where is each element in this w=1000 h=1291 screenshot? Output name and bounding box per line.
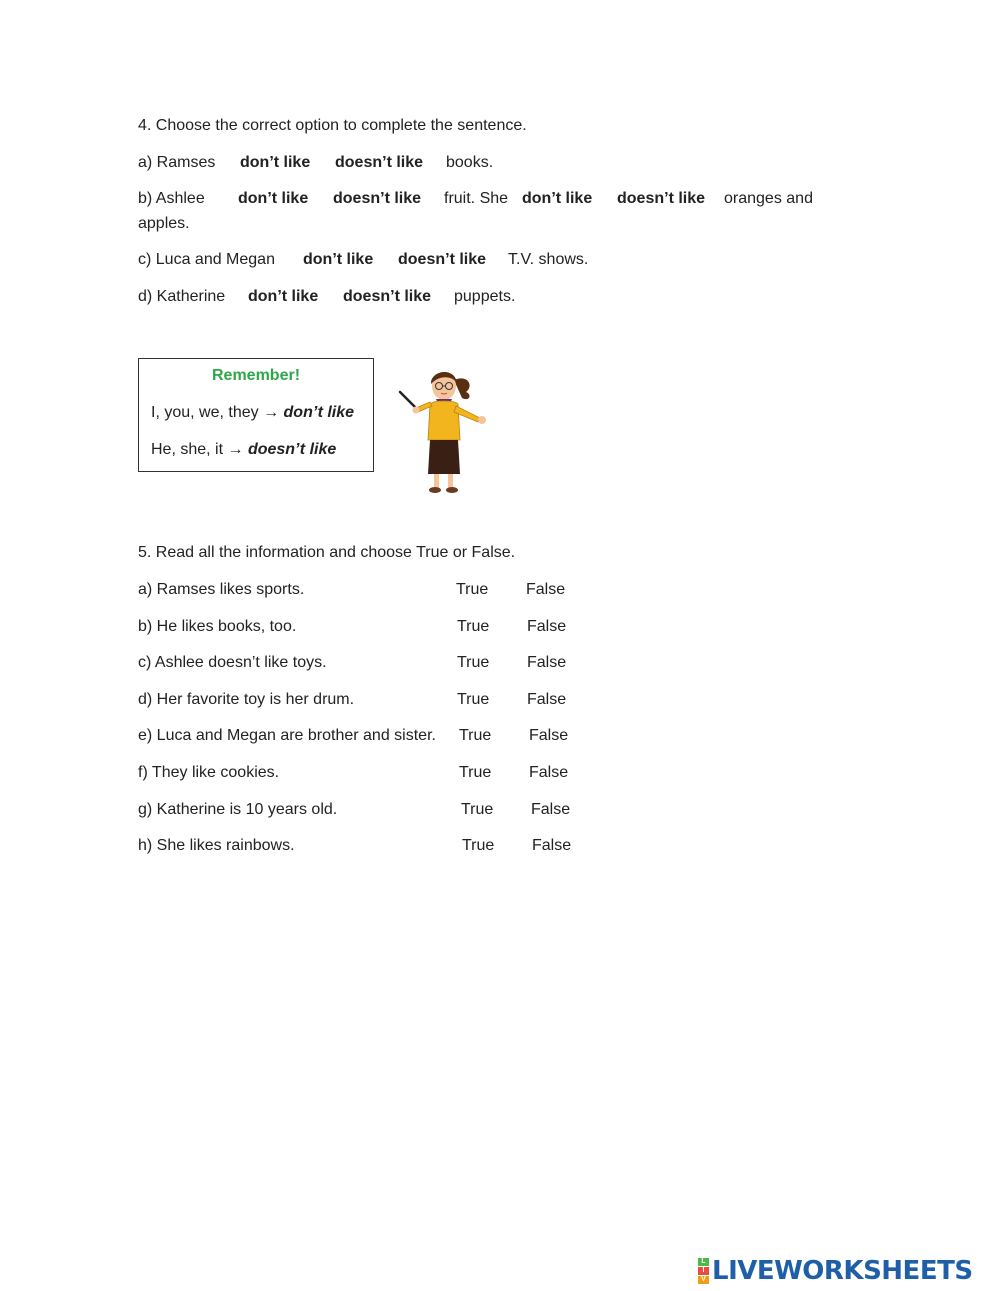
item-prefix: b) Ashlee (138, 190, 205, 207)
item-prefix: a) Ramses (138, 154, 216, 171)
option-dont-like[interactable]: don’t like (303, 251, 374, 268)
option-dont-like-2[interactable]: don’t like (522, 190, 593, 207)
exercise-5-title: 5. Read all the information and choose True or False. (138, 544, 516, 561)
false-option[interactable]: False (527, 654, 567, 671)
statement: b) He likes books, too. (138, 618, 297, 635)
arrow-right-icon: → (227, 441, 244, 458)
teacher-illustration (396, 362, 496, 494)
option-doesnt-like[interactable]: doesn’t like (343, 288, 432, 305)
item-suffix: T.V. shows. (508, 251, 589, 268)
false-option[interactable]: False (526, 581, 566, 598)
remember-box (138, 358, 374, 472)
liveworksheets-logo (698, 1256, 973, 1286)
true-option[interactable]: True (457, 618, 490, 635)
remember-title: Remember! (211, 367, 301, 384)
option-doesnt-like[interactable]: doesn’t like (335, 154, 424, 171)
item-prefix: c) Luca and Megan (138, 251, 275, 268)
option-dont-like[interactable]: don’t like (240, 154, 311, 171)
statement: e) Luca and Megan are brother and sister. (138, 727, 436, 744)
logo-cube: I (698, 1267, 709, 1275)
statement: g) Katherine is 10 years old. (138, 801, 338, 818)
remember-line-2-prefix: He, she, it (151, 441, 224, 458)
false-option[interactable]: False (529, 727, 569, 744)
logo-cube: L (698, 1258, 709, 1266)
true-option[interactable]: True (459, 764, 492, 781)
option-dont-like[interactable]: don’t like (238, 190, 309, 207)
true-option[interactable]: True (462, 837, 495, 854)
option-dont-like[interactable]: don’t like (248, 288, 319, 305)
item-continuation: apples. (138, 215, 190, 232)
item-suffix: books. (446, 154, 494, 171)
statement: a) Ramses likes sports. (138, 581, 305, 598)
statement: d) Her favorite toy is her drum. (138, 691, 355, 708)
option-doesnt-like-2[interactable]: doesn’t like (617, 190, 706, 207)
option-doesnt-like[interactable]: doesn’t like (333, 190, 422, 207)
false-option[interactable]: False (531, 801, 571, 818)
true-option[interactable]: True (457, 691, 490, 708)
true-option[interactable]: True (461, 801, 494, 818)
arrow-right-icon: → (263, 404, 280, 421)
true-option[interactable]: True (459, 727, 492, 744)
remember-line-1-value: don’t like (283, 404, 355, 421)
option-doesnt-like[interactable]: doesn’t like (398, 251, 487, 268)
item-mid: fruit. She (444, 190, 509, 207)
remember-line-2 (151, 441, 336, 459)
remember-line-1-prefix: I, you, we, they (151, 404, 259, 421)
remember-line-2-value: doesn’t like (247, 441, 337, 458)
item-suffix: oranges and (724, 190, 813, 207)
true-option[interactable]: True (457, 654, 490, 671)
false-option[interactable]: False (529, 764, 569, 781)
false-option[interactable]: False (532, 837, 572, 854)
logo-cubes-icon (698, 1258, 709, 1284)
logo-text: LIVEWORKSHEETS (712, 1256, 973, 1286)
true-option[interactable]: True (456, 581, 489, 598)
false-option[interactable]: False (527, 691, 567, 708)
exercise-4-title: 4. Choose the correct option to complete the sentence. (138, 117, 527, 134)
item-suffix: puppets. (454, 288, 516, 305)
logo-cube: V (698, 1276, 709, 1284)
statement: f) They like cookies. (138, 764, 280, 781)
statement: h) She likes rainbows. (138, 837, 295, 854)
false-option[interactable]: False (527, 618, 567, 635)
item-prefix: d) Katherine (138, 288, 226, 305)
statement: c) Ashlee doesn’t like toys. (138, 654, 327, 671)
remember-line-1 (151, 404, 354, 422)
